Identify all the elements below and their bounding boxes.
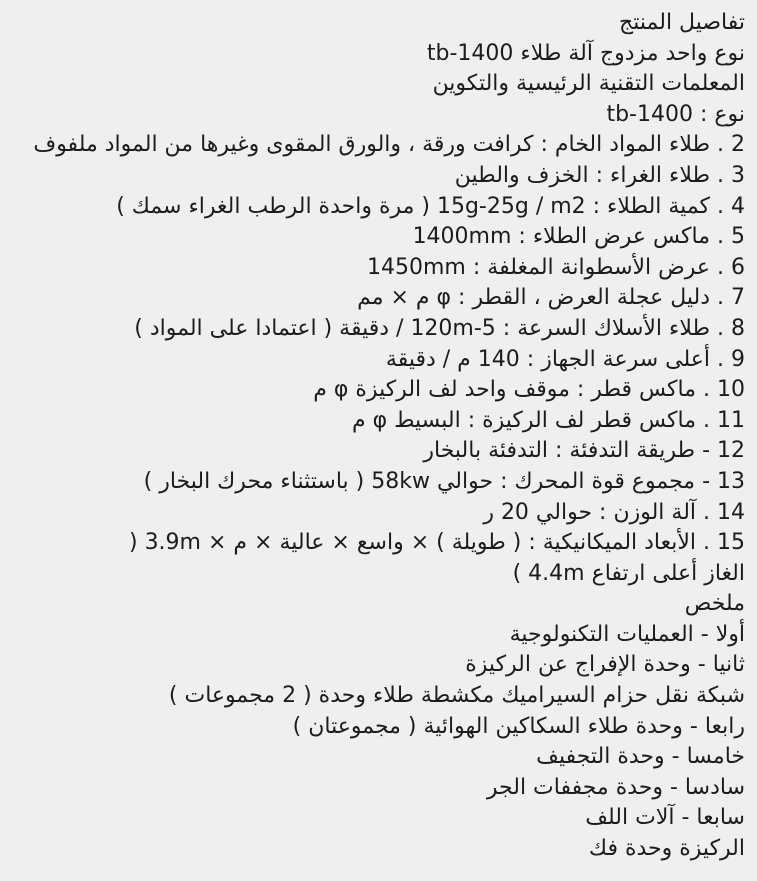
- summary-line-7: سابعا - آلات اللف: [585, 805, 745, 831]
- spec-line-5: 5 . ماكس عرض الطلاء : 1400mm: [412, 224, 745, 250]
- product-name-line: tb-1400 نوع واحد مزدوج آلة طلاء: [426, 40, 745, 66]
- summary-line-8: الركيزة وحدة فك: [588, 836, 745, 862]
- spec-line-10: 10 . ماكس قطر : موقف واحد لف الركيزة φ م: [313, 377, 745, 403]
- summary-line-5: خامسا - وحدة التجفيف: [536, 744, 745, 770]
- spec-line-14: 14 . آلة الوزن : حوالي 20 ر: [483, 499, 745, 525]
- spec-line-15: 15 . الأبعاد الميكانيكية : ( طويلة ) × واسع × عالية × م × 3.9m (: [128, 530, 745, 556]
- summary-line-2: ثانيا - وحدة الإفراج عن الركيزة: [465, 652, 745, 678]
- spec-line-13: 13 - مجموع قوة المحرك : حوالي 58kw ( باستثناء محرك البخار ): [143, 468, 745, 494]
- spec-line-4: 4 . كمية الطلاء : 15g-25g / m2 ( مرة واحدة الرطب الغراء سمك ): [116, 193, 745, 219]
- section-heading-summary: ملخص: [684, 591, 745, 617]
- summary-line-3: شبكة نقل حزام السيراميك مكشطة طلاء وحدة ( 2 مجموعات ): [168, 683, 745, 709]
- summary-line-6: سادسا - وحدة مجففات الجر: [486, 774, 745, 800]
- document-title: تفاصيل المنتج: [619, 10, 745, 35]
- spec-line-9: 9 . أعلى سرعة الجهاز : 140 م / دقيقة: [385, 346, 745, 372]
- spec-line-6: 6 . عرض الأسطوانة المغلفة : 1450mm: [367, 254, 745, 280]
- summary-line-1: أولا - العمليات التكنولوجية: [509, 621, 745, 647]
- section-heading-specs: المعلمات التقنية الرئيسية والتكوين: [432, 71, 745, 97]
- spec-line-3: 3 . طلاء الغراء : الخزف والطين: [454, 162, 745, 188]
- spec-line-2: 2 . طلاء المواد الخام : كرافت ورقة ، والورق المقوى وغيرها من المواد ملفوف: [33, 132, 745, 158]
- summary-line-4: رابعا - وحدة طلاء السكاكين الهوائية ( مجموعتان ): [292, 713, 745, 739]
- spec-line-12: 12 - طريقة التدفئة : التدفئة بالبخار: [423, 438, 745, 464]
- spec-line-8: 8 . طلاء الأسلاك السرعة : 120m-5 / دقيقة ( اعتمادا على المواد ): [134, 315, 745, 341]
- spec-line-15-continued: الغاز أعلى ارتفاع 4.4m ): [512, 560, 745, 586]
- spec-line-type: نوع : tb-1400: [606, 101, 745, 127]
- spec-line-11: 11 . ماكس قطر لف الركيزة : البسيط φ م: [351, 407, 745, 433]
- spec-line-7: 7 . دليل عجلة العرض ، القطر : φ م × مم: [357, 285, 745, 311]
